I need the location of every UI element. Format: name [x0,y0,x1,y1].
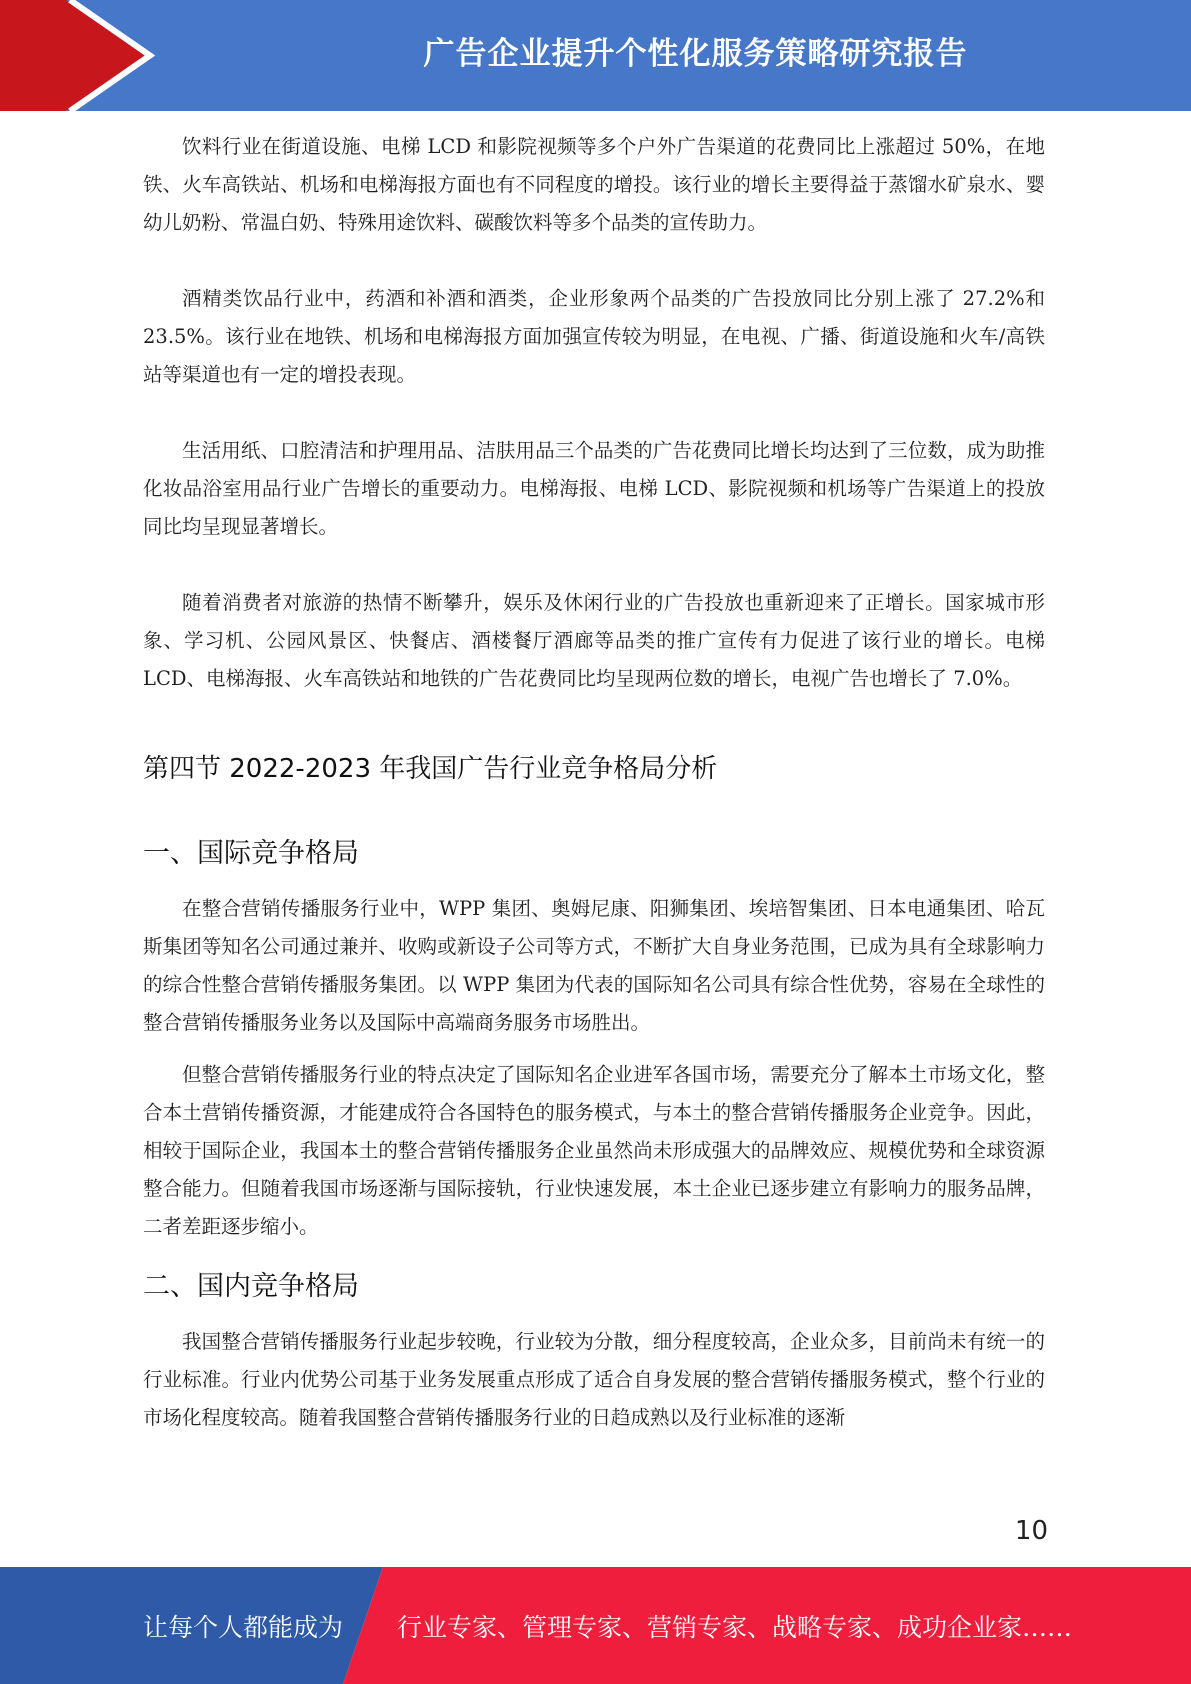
page-number: 10 [1014,1516,1048,1546]
footer-slogan-left: 让每个人都能成为 [143,1612,344,1642]
paragraph: 生活用纸、口腔清洁和护理用品、洁肤用品三个品类的广告花费同比增长均达到了三位数，成为助推化妆品浴室用品行业广告增长的重要动力。电梯海报、电梯 LCD、影院视频和机场等广告渠道上的投放同比均呈现显著增长。 [143,439,1045,538]
page-footer [0,1567,1191,1684]
paragraph: 饮料行业在街道设施、电梯 LCD 和影院视频等多个户外广告渠道的花费同比上涨超过 50%，在地铁、火车高铁站、机场和电梯海报方面也有不同程度的增投。该行业的增长主要得益于蒸馏水矿泉水、婴幼儿奶粉、常温白奶、特殊用途饮料、碳酸饮料等多个品类的宣传助力。 [143,135,1045,234]
section-heading: 第四节 2022-2023 年我国广告行业竞争格局分析 [143,754,718,784]
subsection-heading-international: 一、国际竞争格局 [143,838,359,869]
page-content [143,128,1045,1437]
subsection-heading-domestic: 二、国内竞争格局 [143,1271,359,1302]
paragraph: 随着消费者对旅游的热情不断攀升，娱乐及休闲行业的广告投放也重新迎来了正增长。国家城市形象、学习机、公园风景区、快餐店、酒楼餐厅酒廊等品类的推广宣传有力促进了该行业的增长。电梯 LCD、电梯海报、火车高铁站和地铁的广告花费同比均呈现两位数的增长，电视广告也增长了 7.0%。 [143,591,1045,690]
footer-slogan-right: 行业专家、管理专家、营销专家、战略专家、成功企业家…… [397,1612,1073,1642]
paragraph: 酒精类饮品行业中，药酒和补酒和酒类，企业形象两个品类的广告投放同比分别上涨了 27.2%和 23.5%。该行业在地铁、机场和电梯海报方面加强宣传较为明显，在电视、广播、街道设施和火车/高铁站等渠道也有一定的增投表现。 [143,287,1045,386]
header-chevron-decoration [0,0,160,111]
paragraph: 在整合营销传播服务行业中，WPP 集团、奥姆尼康、阳狮集团、埃培智集团、日本电通集团、哈瓦斯集团等知名公司通过兼并、收购或新设子公司等方式，不断扩大自身业务范围，已成为具有全球影响力的综合性整合营销传播服务集团。以 WPP 集团为代表的国际知名公司具有综合性优势，容易在全球性的整合营销传播服务业务以及国际中高端商务服务市场胜出。 [143,897,1045,1034]
page-header [0,0,1191,111]
paragraph: 但整合营销传播服务行业的特点决定了国际知名企业进军各国市场，需要充分了解本土市场文化，整合本土营销传播资源，才能建成符合各国特色的服务模式，与本土的整合营销传播服务企业竞争。因此，相较于国际企业，我国本土的整合营销传播服务企业虽然尚未形成强大的品牌效应、规模优势和全球资源整合能力。但随着我国市场逐渐与国际接轨，行业快速发展，本土企业已逐步建立有影响力的服务品牌，二者差距逐步缩小。 [143,1063,1045,1238]
paragraph: 我国整合营销传播服务行业起步较晚，行业较为分散，细分程度较高，企业众多，目前尚未有统一的行业标准。行业内优势公司基于业务发展重点形成了适合自身发展的整合营销传播服务模式，整个行业的市场化程度较高。随着我国整合营销传播服务行业的日趋成熟以及行业标准的逐渐 [143,1330,1045,1429]
report-title: 广告企业提升个性化服务策略研究报告 [423,35,968,72]
